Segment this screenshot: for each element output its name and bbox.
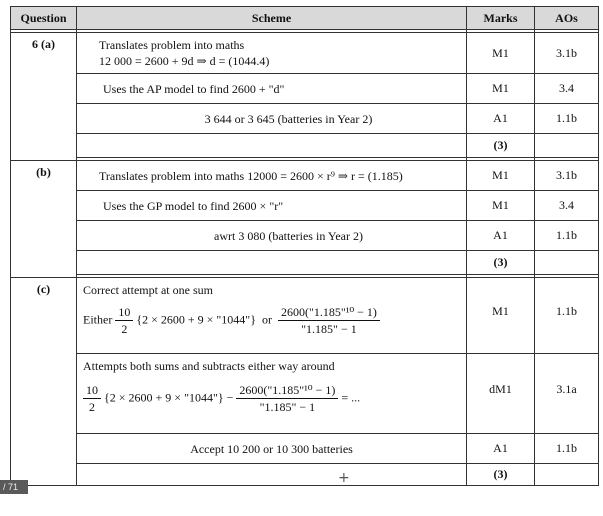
table-row [11, 74, 599, 104]
scheme-text: Translates problem into maths [99, 38, 245, 52]
scheme-text: awrt 3 080 (batteries in Year 2) [77, 221, 467, 251]
question-label-c: (c) [11, 278, 77, 486]
header-scheme: Scheme [77, 7, 467, 30]
ao-cell: 1.1b [535, 278, 599, 354]
fraction: $\frac{10}{2}$ [83, 382, 101, 415]
ao-cell: 1.1b [535, 221, 599, 251]
table-row [11, 33, 599, 74]
crosshair-cursor-icon: + [338, 470, 350, 486]
scheme-text: Accept 10 200 or 10 300 batteries [77, 434, 467, 464]
ao-cell: 1.1b [535, 104, 599, 134]
table-row [11, 278, 599, 354]
mark-scheme-table [10, 6, 599, 486]
marks-cell: M1 [467, 33, 535, 74]
ap-sum-expression: {2 × 2600 + 9 × "1044"} [136, 312, 256, 327]
either-label: Either [83, 312, 113, 327]
scheme-equation [83, 304, 460, 337]
table-row [11, 221, 599, 251]
table-row [11, 134, 599, 158]
scheme-text: Translates problem into maths 12000 = 2600 × r⁹ ⇒ r = (1.185) [77, 161, 467, 191]
scheme-cell [77, 33, 467, 74]
total-marks: (3) [467, 134, 535, 158]
total-marks: (3) [467, 464, 535, 486]
scheme-text: Attempts both sums and subtracts either way around [83, 359, 335, 373]
question-label-a: 6 (a) [11, 33, 77, 161]
ao-cell: 3.4 [535, 191, 599, 221]
marks-cell: M1 [467, 278, 535, 354]
ao-cell: 3.1a [535, 354, 599, 434]
table-row [11, 434, 599, 464]
equals-tail: = ... [341, 390, 361, 405]
scheme-text: Correct attempt at one sum [83, 283, 213, 297]
gp-sum-fraction: $\frac{\text{2600("1.185"¹⁰ − 1)}}{"1.185" - 1}$ [278, 304, 380, 337]
scheme-text: Uses the AP model to find 2600 + "d" [77, 74, 467, 104]
marks-cell: A1 [467, 104, 535, 134]
marks-cell: M1 [467, 161, 535, 191]
page-indicator[interactable]: / 71 [0, 480, 28, 494]
ao-cell: 3.1b [535, 161, 599, 191]
scheme-text: Uses the GP model to find 2600 × "r" [77, 191, 467, 221]
scheme-equation [83, 382, 460, 415]
marks-cell: dM1 [467, 354, 535, 434]
header-marks: Marks [467, 7, 535, 30]
marks-cell: A1 [467, 221, 535, 251]
header-aos: AOs [535, 7, 599, 30]
scheme-cell [77, 354, 467, 434]
table-row [11, 104, 599, 134]
ap-sum-expression: {2 × 2600 + 9 × "1044"} − [104, 390, 234, 405]
fraction: $\frac{10}{2}$ [115, 304, 133, 337]
marks-cell: M1 [467, 191, 535, 221]
ao-cell: 1.1b [535, 434, 599, 464]
ao-cell: 3.4 [535, 74, 599, 104]
table-row [11, 464, 599, 486]
table-row [11, 191, 599, 221]
total-marks: (3) [467, 251, 535, 275]
or-label: or [261, 312, 272, 327]
scheme-text: 3 644 or 3 645 (batteries in Year 2) [77, 104, 467, 134]
scheme-equation: 12 000 = 2600 + 9d ⇒ d = (1044.4) [99, 54, 270, 68]
table-row [11, 354, 599, 434]
header-row [11, 7, 599, 30]
scheme-cell [77, 278, 467, 354]
table-row [11, 161, 599, 191]
gp-sum-fraction: $\frac{\text{2600("1.185"¹⁰ − 1)}}{"1.185" - 1}$ [236, 382, 338, 415]
question-label-b: (b) [11, 161, 77, 278]
ao-cell: 3.1b [535, 33, 599, 74]
table-row [11, 251, 599, 275]
marks-cell: M1 [467, 74, 535, 104]
marks-cell: A1 [467, 434, 535, 464]
header-question: Question [11, 7, 77, 30]
